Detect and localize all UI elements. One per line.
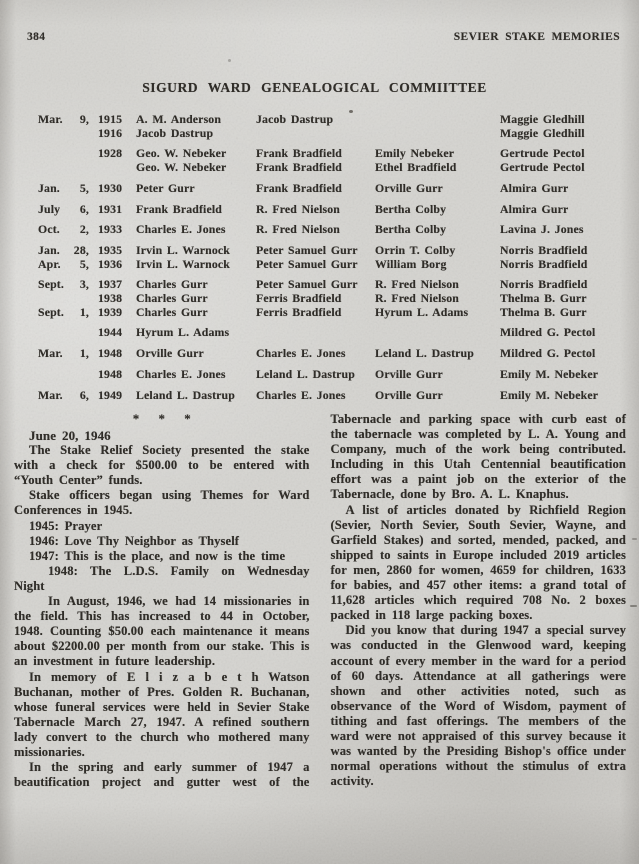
paragraph: Stake officers began using Themes for Ward Conferences in 1945. xyxy=(14,488,310,518)
cell-name-3: Hyrum L. Adams xyxy=(375,304,469,319)
cell-month xyxy=(38,368,70,382)
right-text-column xyxy=(331,412,627,790)
paragraph: In August, 1946, we had 14 missionaries in the field. This has increased to 44 in October, 1948. Counting $50.00 each maintenance it means about $2200.00 per month from our stake. This is an investment in future leadership. xyxy=(14,594,310,669)
cell-name-3: Orrin T. Colby xyxy=(375,242,456,257)
cell-year: 1933 xyxy=(98,222,123,237)
cell-year: 1939 xyxy=(98,304,123,319)
cell-name-2: R. Fred Nielson xyxy=(256,201,341,216)
cell-name-2: Frank Bradfield xyxy=(256,160,343,175)
cell-name-2: Peter Samuel Gurr xyxy=(256,277,358,292)
cell-name-4: Norris Bradfield xyxy=(500,256,588,271)
paragraph: 1948: The L.D.S. Family on Wednesday Night xyxy=(14,563,310,593)
scan-speck xyxy=(228,59,231,62)
cell-name-2 xyxy=(256,127,375,141)
cell-day xyxy=(70,147,89,161)
cell-name-4: Gertrude Pectol xyxy=(500,146,585,161)
cell-name-1: Jacob Dastrup xyxy=(136,125,214,140)
cell-day xyxy=(70,161,89,175)
cell-year: 1915 xyxy=(98,112,123,126)
cell-name-2: Frank Bradfield xyxy=(256,180,343,195)
cell-day xyxy=(70,292,89,306)
cell-day: 3, xyxy=(79,277,89,292)
cell-year: 1931 xyxy=(98,201,123,216)
scan-speck xyxy=(630,605,637,607)
cell-year xyxy=(89,161,136,175)
cell-year: 1936 xyxy=(98,256,123,271)
cell-name-3: R. Fred Nielson xyxy=(375,291,460,306)
cell-day: 2, xyxy=(79,222,89,237)
cell-name-4: Maggie Gledhill xyxy=(500,112,585,126)
cell-name-1: Charles E. Jones xyxy=(136,366,226,381)
cell-name-2: Ferris Bradfield xyxy=(256,291,342,306)
section-title: SIGURD WARD GENEALOGICAL COMMIITTEE xyxy=(142,80,487,95)
paragraph: The Stake Relief Society presented the stake with a check for $500.00 to be entered with “Youth Center” funds. xyxy=(14,443,310,488)
table-row xyxy=(38,368,624,382)
cell-name-1: Orville Gurr xyxy=(136,346,204,361)
cell-month: Jan. xyxy=(38,180,60,195)
cell-name-4: Emily M. Nebeker xyxy=(500,366,599,381)
table-row xyxy=(38,161,624,175)
cell-name-2: Charles E. Jones xyxy=(256,346,346,361)
left-text-column xyxy=(14,412,310,790)
cell-name-1: Charles Gurr xyxy=(136,304,208,319)
paragraph: 1945: Prayer xyxy=(29,518,103,533)
table-row xyxy=(38,306,624,320)
cell-name-1: Irvin L. Warnock xyxy=(136,242,231,257)
cell-name-3: Emily Nebeker xyxy=(375,146,455,161)
cell-year: 1938 xyxy=(98,291,123,306)
cell-day: 5, xyxy=(79,256,89,271)
table-row xyxy=(38,203,624,217)
table-row xyxy=(38,347,624,361)
cell-name-3 xyxy=(375,113,500,127)
cell-month: Oct. xyxy=(38,222,60,237)
cell-name-4: Thelma B. Gurr xyxy=(500,291,587,306)
cell-month: Mar. xyxy=(38,387,63,402)
cell-name-1: Charles Gurr xyxy=(136,277,208,292)
cell-name-4: Maggie Gledhill xyxy=(500,125,585,140)
table-row xyxy=(38,113,624,127)
paragraph: 1947: This is the place, and now is the time xyxy=(29,548,286,563)
cell-month: Sept. xyxy=(38,277,64,292)
scan-speck xyxy=(632,538,637,540)
cell-day: 1, xyxy=(79,346,89,361)
paragraph: Did you know that during 1947 a special survey was conducted in the Glenwood ward, keeping account of every member in the ward for a period of 60 days. Attendance at all gatherings were shown and other activities noted, such as observance of the Word of Wisdom, payment of tithing and fast offerings. The members of the ward were not appraised of this survey because it was wanted by the Presiding Bishop's office under normal operations without the stimulus of extra activity. xyxy=(330,623,626,789)
cell-month: Jan. xyxy=(38,242,60,257)
table-row xyxy=(38,258,624,272)
cell-month: Sept. xyxy=(38,304,64,319)
cell-name-2: Peter Samuel Gurr xyxy=(256,256,358,271)
table-row xyxy=(38,278,624,292)
cell-name-3: Orville Gurr xyxy=(375,387,443,402)
cell-name-3 xyxy=(375,326,500,340)
table-row xyxy=(38,147,624,161)
paragraph: Tabernacle and parking space with curb east of the tabernacle was completed by L. A. Young and Company, much of the work being contributed. Including in this Utah Centennial beautification effort was a paint job on the exterior of the Tabernacle, done by Bro. A. L. Knaphus. xyxy=(330,412,626,502)
cell-name-1: Leland L. Dastrup xyxy=(136,387,235,402)
cell-month xyxy=(38,127,70,141)
table-row xyxy=(38,326,624,340)
running-header xyxy=(27,31,620,43)
scan-speck xyxy=(349,110,353,113)
table-row xyxy=(38,292,624,306)
cell-year: 1949 xyxy=(98,387,123,402)
cell-day: 5, xyxy=(79,180,89,195)
paragraph: June 20, 1946 xyxy=(29,428,111,443)
cell-name-1: Charles E. Jones xyxy=(136,222,226,237)
cell-day: 6, xyxy=(79,387,89,402)
paragraph: In memory of E l i z a b e t h Watson Buchanan, mother of Pres. Golden R. Buchanan, whose funeral services were held in Sevier Stake Tabernacle March 27, 1947. A refined southern lady convert to the church who mothered many missionaries. xyxy=(14,669,310,759)
cell-day: 9, xyxy=(79,112,89,126)
cell-month: Mar. xyxy=(38,346,63,361)
cell-name-4: Norris Bradfield xyxy=(500,242,588,257)
table-row xyxy=(38,127,624,141)
paragraph: 1946: Love Thy Neighbor as Thyself xyxy=(29,533,240,548)
cell-name-3 xyxy=(375,127,500,141)
cell-name-4: Thelma B. Gurr xyxy=(500,304,587,319)
cell-name-1: Peter Gurr xyxy=(136,180,195,195)
cell-name-1: Geo. W. Nebeker xyxy=(136,160,227,175)
cell-day: 28, xyxy=(73,242,89,257)
cell-day xyxy=(70,326,89,340)
cell-name-2: Ferris Bradfield xyxy=(256,304,342,319)
cell-year: 1944 xyxy=(98,325,123,340)
cell-name-4: Lavina J. Jones xyxy=(500,222,584,237)
cell-name-3: William Borg xyxy=(375,256,447,271)
cell-name-2: Charles E. Jones xyxy=(256,387,346,402)
cell-month xyxy=(38,326,70,340)
paragraph: A list of articles donated by Richfield Region (Sevier, North Sevier, South Sevier, Wayne, and Garfield Stakes) and sorted, mended, packed, and shipped to saints in Europe included 2019 articles for men, 2860 for women, 4659 for children, 1633 for babies, and 457 other items: a grand total of 11,628 articles which required 708 No. 2 boxes packed in 118 large packing boxes. xyxy=(330,502,626,623)
genealogical-committee-table xyxy=(38,113,624,402)
cell-day: 6, xyxy=(79,201,89,216)
cell-year: 1935 xyxy=(98,242,123,257)
cell-name-4: Almira Gurr xyxy=(500,201,569,216)
body-text-columns xyxy=(14,412,626,790)
cell-month xyxy=(38,292,70,306)
paragraph: In the spring and early summer of 1947 a beautification project and gutter west of the xyxy=(14,760,310,790)
cell-year: 1937 xyxy=(98,277,123,292)
cell-name-4: Almira Gurr xyxy=(500,180,569,195)
cell-name-3: R. Fred Nielson xyxy=(375,277,460,292)
cell-day xyxy=(70,127,89,141)
cell-year: 1928 xyxy=(98,146,123,161)
cell-year: 1948 xyxy=(98,346,123,361)
table-row xyxy=(38,389,624,403)
table-row xyxy=(38,223,624,237)
cell-name-3: Leland L. Dastrup xyxy=(375,346,474,361)
cell-name-4: Mildred G. Pectol xyxy=(500,346,596,361)
cell-name-3: Orville Gurr xyxy=(375,366,443,381)
cell-name-3: Ethel Bradfield xyxy=(375,160,457,175)
cell-name-2: Peter Samuel Gurr xyxy=(256,242,358,257)
book-title: SEVIER STAKE MEMORIES xyxy=(453,31,620,43)
cell-name-1: Geo. W. Nebeker xyxy=(136,146,227,161)
cell-name-1: Irvin L. Warnock xyxy=(136,256,231,271)
cell-year: 1930 xyxy=(98,180,123,195)
cell-name-3: Bertha Colby xyxy=(375,222,447,237)
cell-name-3: Bertha Colby xyxy=(375,201,447,216)
cell-name-4: Norris Bradfield xyxy=(500,277,588,292)
cell-name-2: R. Fred Nielson xyxy=(256,222,341,237)
cell-name-1: Charles Gurr xyxy=(136,291,208,306)
cell-name-4: Mildred G. Pectol xyxy=(500,325,596,340)
cell-year: 1916 xyxy=(98,125,123,140)
table-row xyxy=(38,182,624,196)
cell-name-1: A. M. Anderson xyxy=(136,112,222,126)
cell-name-4: Emily M. Nebeker xyxy=(500,387,599,402)
cell-name-2: Leland L. Dastrup xyxy=(256,366,355,381)
asterisk-divider: * * * xyxy=(132,411,191,426)
cell-name-2: Frank Bradfield xyxy=(256,146,343,161)
cell-year: 1948 xyxy=(98,366,123,381)
cell-month: Apr. xyxy=(38,256,61,271)
cell-name-1: Hyrum L. Adams xyxy=(136,325,230,340)
cell-month: Mar. xyxy=(38,112,63,126)
cell-name-3: Orville Gurr xyxy=(375,180,443,195)
cell-name-1: Frank Bradfield xyxy=(136,201,223,216)
cell-day xyxy=(70,368,89,382)
page-number: 384 xyxy=(27,31,46,43)
cell-day: 1, xyxy=(79,304,89,319)
cell-month xyxy=(38,147,70,161)
cell-month: July xyxy=(38,201,61,216)
table-row xyxy=(38,244,624,258)
cell-name-2 xyxy=(256,326,375,340)
cell-name-4: Gertrude Pectol xyxy=(500,160,585,175)
cell-name-2: Jacob Dastrup xyxy=(256,112,334,126)
cell-month xyxy=(38,161,70,175)
